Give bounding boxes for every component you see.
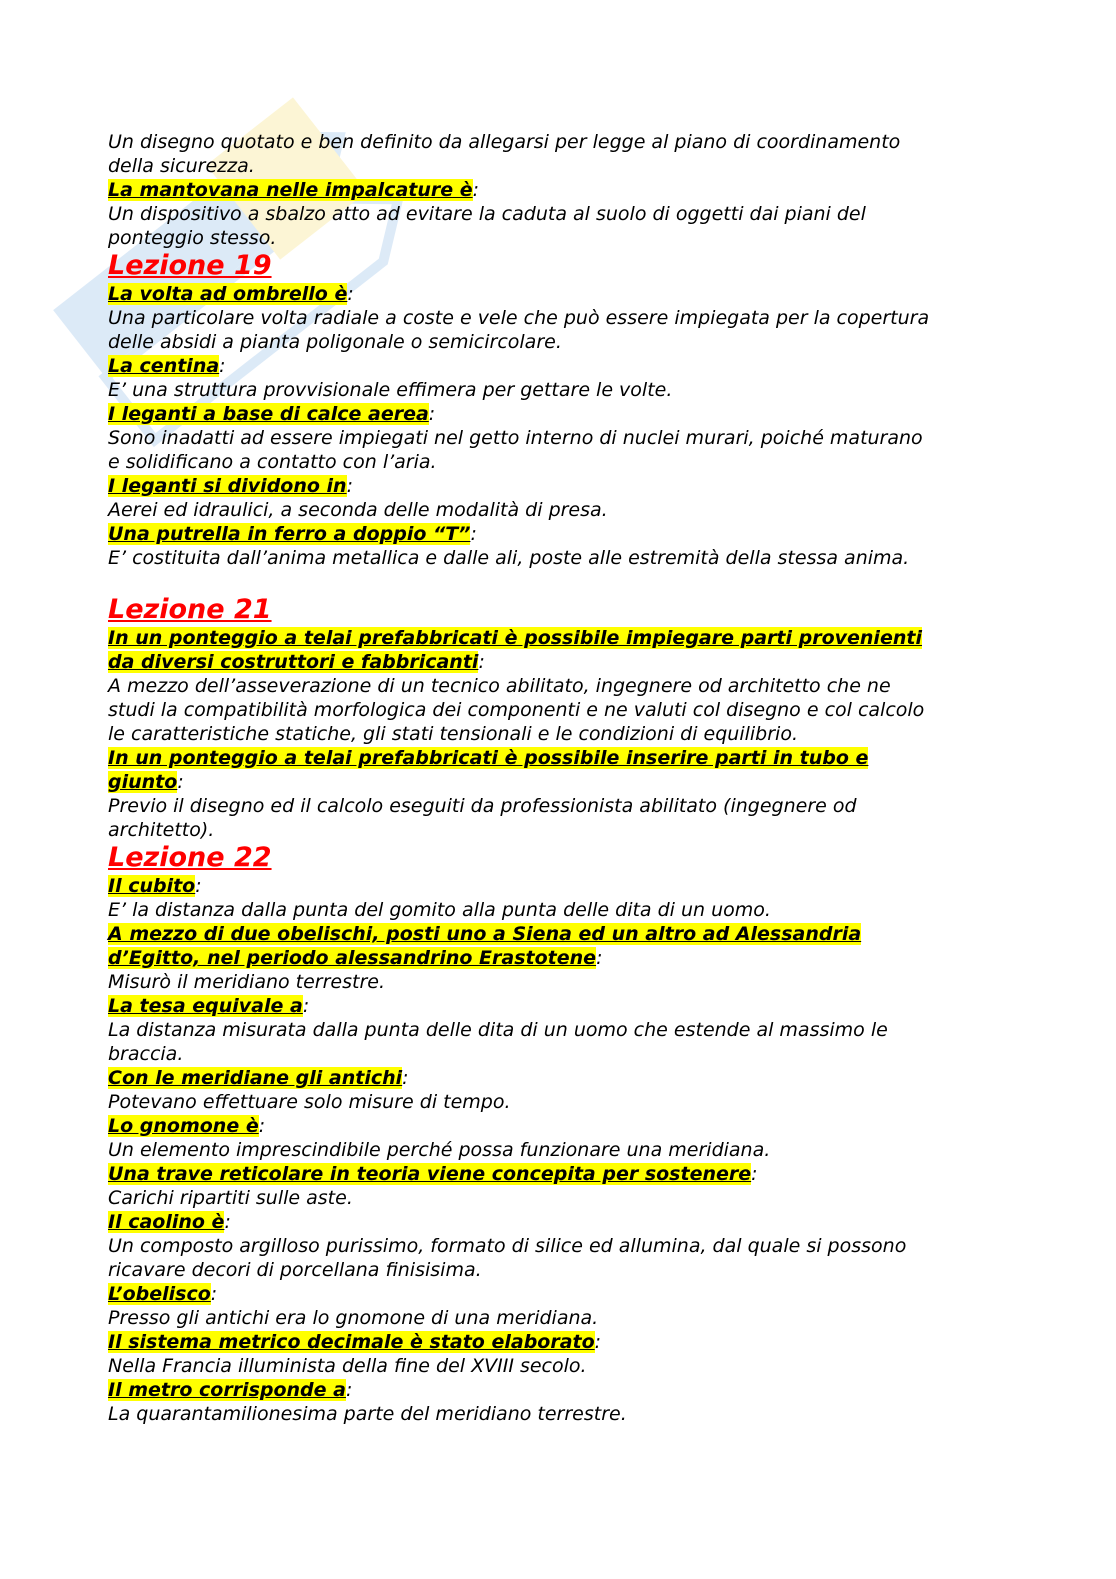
answer [108, 1018, 1008, 1066]
question-colon: : [224, 1211, 231, 1233]
answer-line: delle absidi a pianta poligonale o semicircolare. [108, 331, 562, 353]
question-text: da diversi costruttori e fabbricanti [108, 651, 479, 673]
question [108, 1114, 1008, 1138]
answer-line: Un dispositivo a sbalzo atto ad evitare la caduta al suolo di oggetti dai piani del [108, 203, 866, 225]
answer [108, 426, 1008, 474]
question-line [108, 650, 1008, 674]
question-line [108, 1162, 1008, 1186]
answer [108, 546, 1008, 570]
question-colon: : [594, 1331, 602, 1353]
question [108, 1162, 1008, 1186]
question-line [108, 746, 1008, 770]
question [108, 626, 1008, 674]
answer-line: studi la compatibilità morfologica dei componenti e ne valuti col disegno e col calcolo [108, 699, 925, 721]
answer [108, 202, 1008, 250]
question [108, 402, 1008, 426]
answer-line: Sono inadatti ad essere impiegati nel getto interno di nuclei murari, poiché maturano [108, 427, 923, 449]
question-line [108, 994, 1008, 1018]
question-line [108, 1378, 1008, 1402]
answer-line: ponteggio stesso. [108, 227, 277, 249]
question-colon: : [219, 355, 226, 377]
question-text: d’Egitto, nel periodo alessandrino Erastotene [108, 947, 597, 969]
question-colon: : [596, 947, 603, 969]
question-text: I leganti si dividono in [108, 475, 347, 497]
question [108, 354, 1008, 378]
question-line [108, 354, 1008, 378]
lesson-heading: Lezione 22 [108, 842, 272, 873]
answer-line: Una particolare volta radiale a coste e vele che può essere impiegata per la copertura [108, 307, 930, 329]
question-text: Il metro corrisponde a [108, 1379, 346, 1401]
question [108, 1066, 1008, 1090]
answer-line: Misurò il meridiano terrestre. [108, 971, 386, 993]
answer [108, 898, 1008, 922]
question-text: La centina [108, 355, 220, 377]
question-colon: : [210, 1283, 218, 1305]
question-text: In un ponteggio a telai prefabbricati è possibile inserire parti in tubo e [108, 747, 869, 769]
question-line [108, 770, 1008, 794]
question-line [108, 522, 1008, 546]
question-line [108, 1114, 1008, 1138]
answer [108, 306, 1008, 354]
question-line [108, 178, 1008, 202]
answer-line: E’ la distanza dalla punta del gomito alla punta delle dita di un uomo. [108, 899, 771, 921]
answer-line: Nella Francia illuminista della fine del XVIII secolo. [108, 1355, 587, 1377]
question-text: L’obelisco [108, 1283, 211, 1305]
question-text: Una putrella in ferro a doppio “T” [108, 523, 471, 545]
answer-line: E’ costituita dall’anima metallica e dalle ali, poste alle estremità della stessa anima. [108, 547, 910, 569]
question-colon: : [472, 179, 480, 201]
answer-line: La quarantamilionesima parte del meridiano terrestre. [108, 1403, 627, 1425]
question-text: In un ponteggio a telai prefabbricati è possibile impiegare parti provenienti [108, 627, 922, 649]
answer [108, 1186, 1008, 1210]
question-text: Con le meridiane gli antichi [108, 1067, 403, 1089]
question-text: Il sistema metrico decimale è stato elaborato [108, 1331, 595, 1353]
question-colon: : [177, 771, 184, 793]
document-body [108, 130, 1008, 1426]
answer-line: Carichi ripartiti sulle aste. [108, 1187, 353, 1209]
question-line [108, 282, 1008, 306]
section-spacer [108, 570, 1008, 594]
question-text: Lo gnomone è [108, 1115, 259, 1137]
answer [108, 1234, 1008, 1282]
question [108, 746, 1008, 794]
answer [108, 378, 1008, 402]
question-text: La tesa equivale a [108, 995, 303, 1017]
question [108, 474, 1008, 498]
question-colon: : [258, 1115, 266, 1137]
answer-line: le caratteristiche statiche, gli stati tensionali e le condizioni di equilibrio. [108, 723, 798, 745]
question-line [108, 946, 1008, 970]
answer [108, 970, 1008, 994]
answer [108, 1090, 1008, 1114]
answer-line: Un disegno quotato e ben definito da allegarsi per legge al piano di coordinamento [108, 131, 901, 153]
question [108, 994, 1008, 1018]
question-colon: : [751, 1163, 758, 1185]
answer-line: Aerei ed idraulici, a seconda delle modalità di presa. [108, 499, 608, 521]
question [108, 178, 1008, 202]
question-text: A mezzo di due obelischi, posti uno a Siena ed un altro ad Alessandria [108, 923, 862, 945]
answer-line: La distanza misurata dalla punta delle dita di un uomo che estende al massimo le [108, 1019, 888, 1041]
question [108, 874, 1008, 898]
question-colon: : [346, 475, 353, 497]
question-line [108, 626, 1008, 650]
question-text: La mantovana nelle impalcature è [108, 179, 473, 201]
question-colon: : [195, 875, 202, 897]
answer-line: ricavare decori di porcellana finisisima. [108, 1259, 482, 1281]
answer [108, 1402, 1008, 1426]
question [108, 1210, 1008, 1234]
question [108, 1282, 1008, 1306]
lesson-heading: Lezione 21 [108, 594, 272, 625]
question-colon: : [402, 1067, 409, 1089]
question-line [108, 1330, 1008, 1354]
question-line [108, 1066, 1008, 1090]
question-text: giunto [108, 771, 178, 793]
answer-line: A mezzo dell’asseverazione di un tecnico abilitato, ingegnere od architetto che ne [108, 675, 891, 697]
answer-line: E’ una struttura provvisionale effimera per gettare le volte. [108, 379, 673, 401]
question [108, 922, 1008, 970]
question-text: Il caolino è [108, 1211, 225, 1233]
answer [108, 1354, 1008, 1378]
answer-line: e solidificano a contatto con l’aria. [108, 451, 437, 473]
answer-line: Un elemento imprescindibile perché possa funzionare una meridiana. [108, 1139, 771, 1161]
answer-line: braccia. [108, 1043, 184, 1065]
question-text: I leganti a base di calce aerea [108, 403, 429, 425]
question-line [108, 874, 1008, 898]
answer-line: Presso gli antichi era lo gnomone di una meridiana. [108, 1307, 599, 1329]
question-text: Una trave reticolare in teoria viene concepita per sostenere [108, 1163, 752, 1185]
question-colon: : [470, 523, 477, 545]
question-colon: : [302, 995, 310, 1017]
question-colon: : [347, 283, 354, 305]
question-colon: : [428, 403, 436, 425]
question-line [108, 922, 1008, 946]
question-text: Il cubito [108, 875, 196, 897]
question-colon: : [478, 651, 485, 673]
question-line [108, 1210, 1008, 1234]
answer-line: Un composto argilloso purissimo, formato di silice ed allumina, dal quale si possono [108, 1235, 907, 1257]
question [108, 1330, 1008, 1354]
answer [108, 1138, 1008, 1162]
question-text: La volta ad ombrello è [108, 283, 348, 305]
answer [108, 1306, 1008, 1330]
question [108, 282, 1008, 306]
answer-line: architetto). [108, 819, 215, 841]
lesson-heading: Lezione 19 [108, 250, 272, 281]
answer [108, 498, 1008, 522]
question [108, 1378, 1008, 1402]
question [108, 522, 1008, 546]
question-line [108, 474, 1008, 498]
answer-line: Potevano effettuare solo misure di tempo. [108, 1091, 511, 1113]
answer-line: della sicurezza. [108, 155, 255, 177]
answer [108, 794, 1008, 842]
answer [108, 674, 1008, 746]
question-line [108, 402, 1008, 426]
question-line [108, 1282, 1008, 1306]
answer [108, 130, 1008, 178]
question-colon: : [345, 1379, 353, 1401]
answer-line: Previo il disegno ed il calcolo eseguiti da professionista abilitato (ingegnere od [108, 795, 857, 817]
